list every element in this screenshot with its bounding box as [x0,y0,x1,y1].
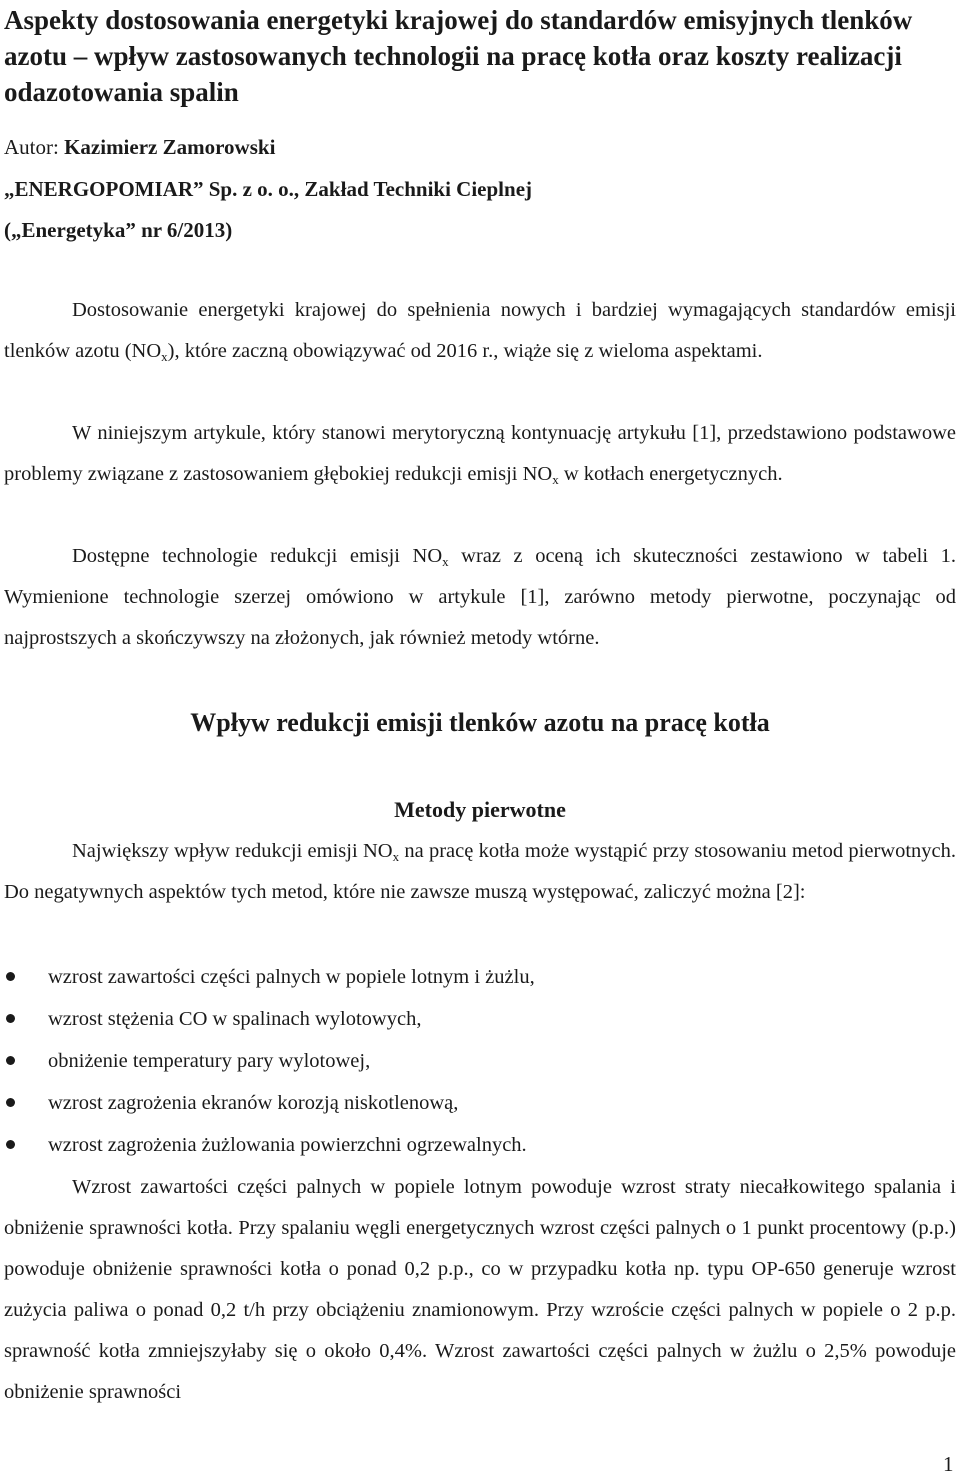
author-label: Autor: [4,135,65,159]
bullet-icon [6,1098,15,1107]
source-line: („Energetyka” nr 6/2013) [4,218,233,242]
article-title: Aspekty dostosowania energetyki krajowej do standardów emisyjnych tlenków azotu – wpływ zastosowanych technologii na pracę kotła oraz koszty realizacji odazotowania spalin [4,5,913,107]
bullet-icon [6,1056,15,1065]
negative-aspects-list [0,956,960,1166]
intro-paragraph-1: Dostosowanie energetyki krajowej do spełnienia nowych i bardziej wymagających standardów emisji tlenków azotu $(NO_x)$, które zaczną obowiązywać od 2016 r., wiąże się z wieloma aspektami. [4,299,956,364]
intro-paragraph-3: Dostępne technologie redukcji emisji $NO_x$ wraz z oceną ich skuteczności zestawiono w tabeli 1. Wymienione technologie szerzej omówiono w artykule [1], zarówno metody pierwotne, poczynając od najprostszych a skończywszy na złożonych, jak również metody wtórne. [4,545,956,649]
author-name: Kazimierz Zamorowski [64,135,276,159]
list-item: wzrost zagrożenia żużlowania powierzchni ogrzewalnych. [0,1124,960,1166]
bullet-icon [6,1014,15,1023]
list-item: wzrost zagrożenia ekranów korozją niskotlenową, [0,1082,960,1124]
bullet-icon [6,972,15,981]
bullet-icon [6,1140,15,1149]
list-item: wzrost stężenia CO w spalinach wylotowych, [0,998,960,1040]
list-item: obniżenie temperatury pary wylotowej, [0,1040,960,1082]
section-heading: Wpływ redukcji emisji tlenków azotu na pracę kotła [190,708,770,737]
affiliation: „ENERGOPOMIAR” Sp. z o. o., Zakład Techniki Cieplnej [4,177,533,201]
list-item: wzrost zawartości części palnych w popiele lotnym i żużlu, [0,956,960,998]
intro-paragraph-2: W niniejszym artykule, który stanowi merytoryczną kontynuację artykułu [1], przedstawiono podstawowe problemy związane z zastosowaniem głębokiej redukcji emisji $NO_x$ w kotłach energetycznych. [4,422,956,487]
author-line [4,133,275,161]
page-number: 1 [943,1452,954,1476]
section-paragraph-1: Największy wpływ redukcji emisji $NO_x$ na pracę kotła może wystąpić przy stosowaniu metod pierwotnych. Do negatywnych aspektów tych metod, które nie zawsze muszą występować, zaliczyć można [2]: [4,840,956,903]
section-paragraph-2: Wzrost zawartości części palnych w popiele lotnym powoduje wzrost straty niecałkowitego spalania i obniżenie sprawności kotła. Przy spalaniu węgli energetycznych wzrost części palnych o 1 punkt procentowy (p.p.) powoduje obniżenie sprawności kotła o ponad 0,2 p.p., co w przypadku kotła np. typu OP-650 generuje wzrost zużycia paliwa o ponad 0,2 t/h przy obciążeniu znamionowym. Przy wzroście części palnych w popiele o 2 p.p. sprawność kotła zmniejszyłaby się o około 0,4%. Wzrost zawartości części palnych w żużlu o 2,5% powoduje obniżenie sprawności [4,1176,956,1403]
subsection-heading: Metody pierwotne [394,797,566,822]
